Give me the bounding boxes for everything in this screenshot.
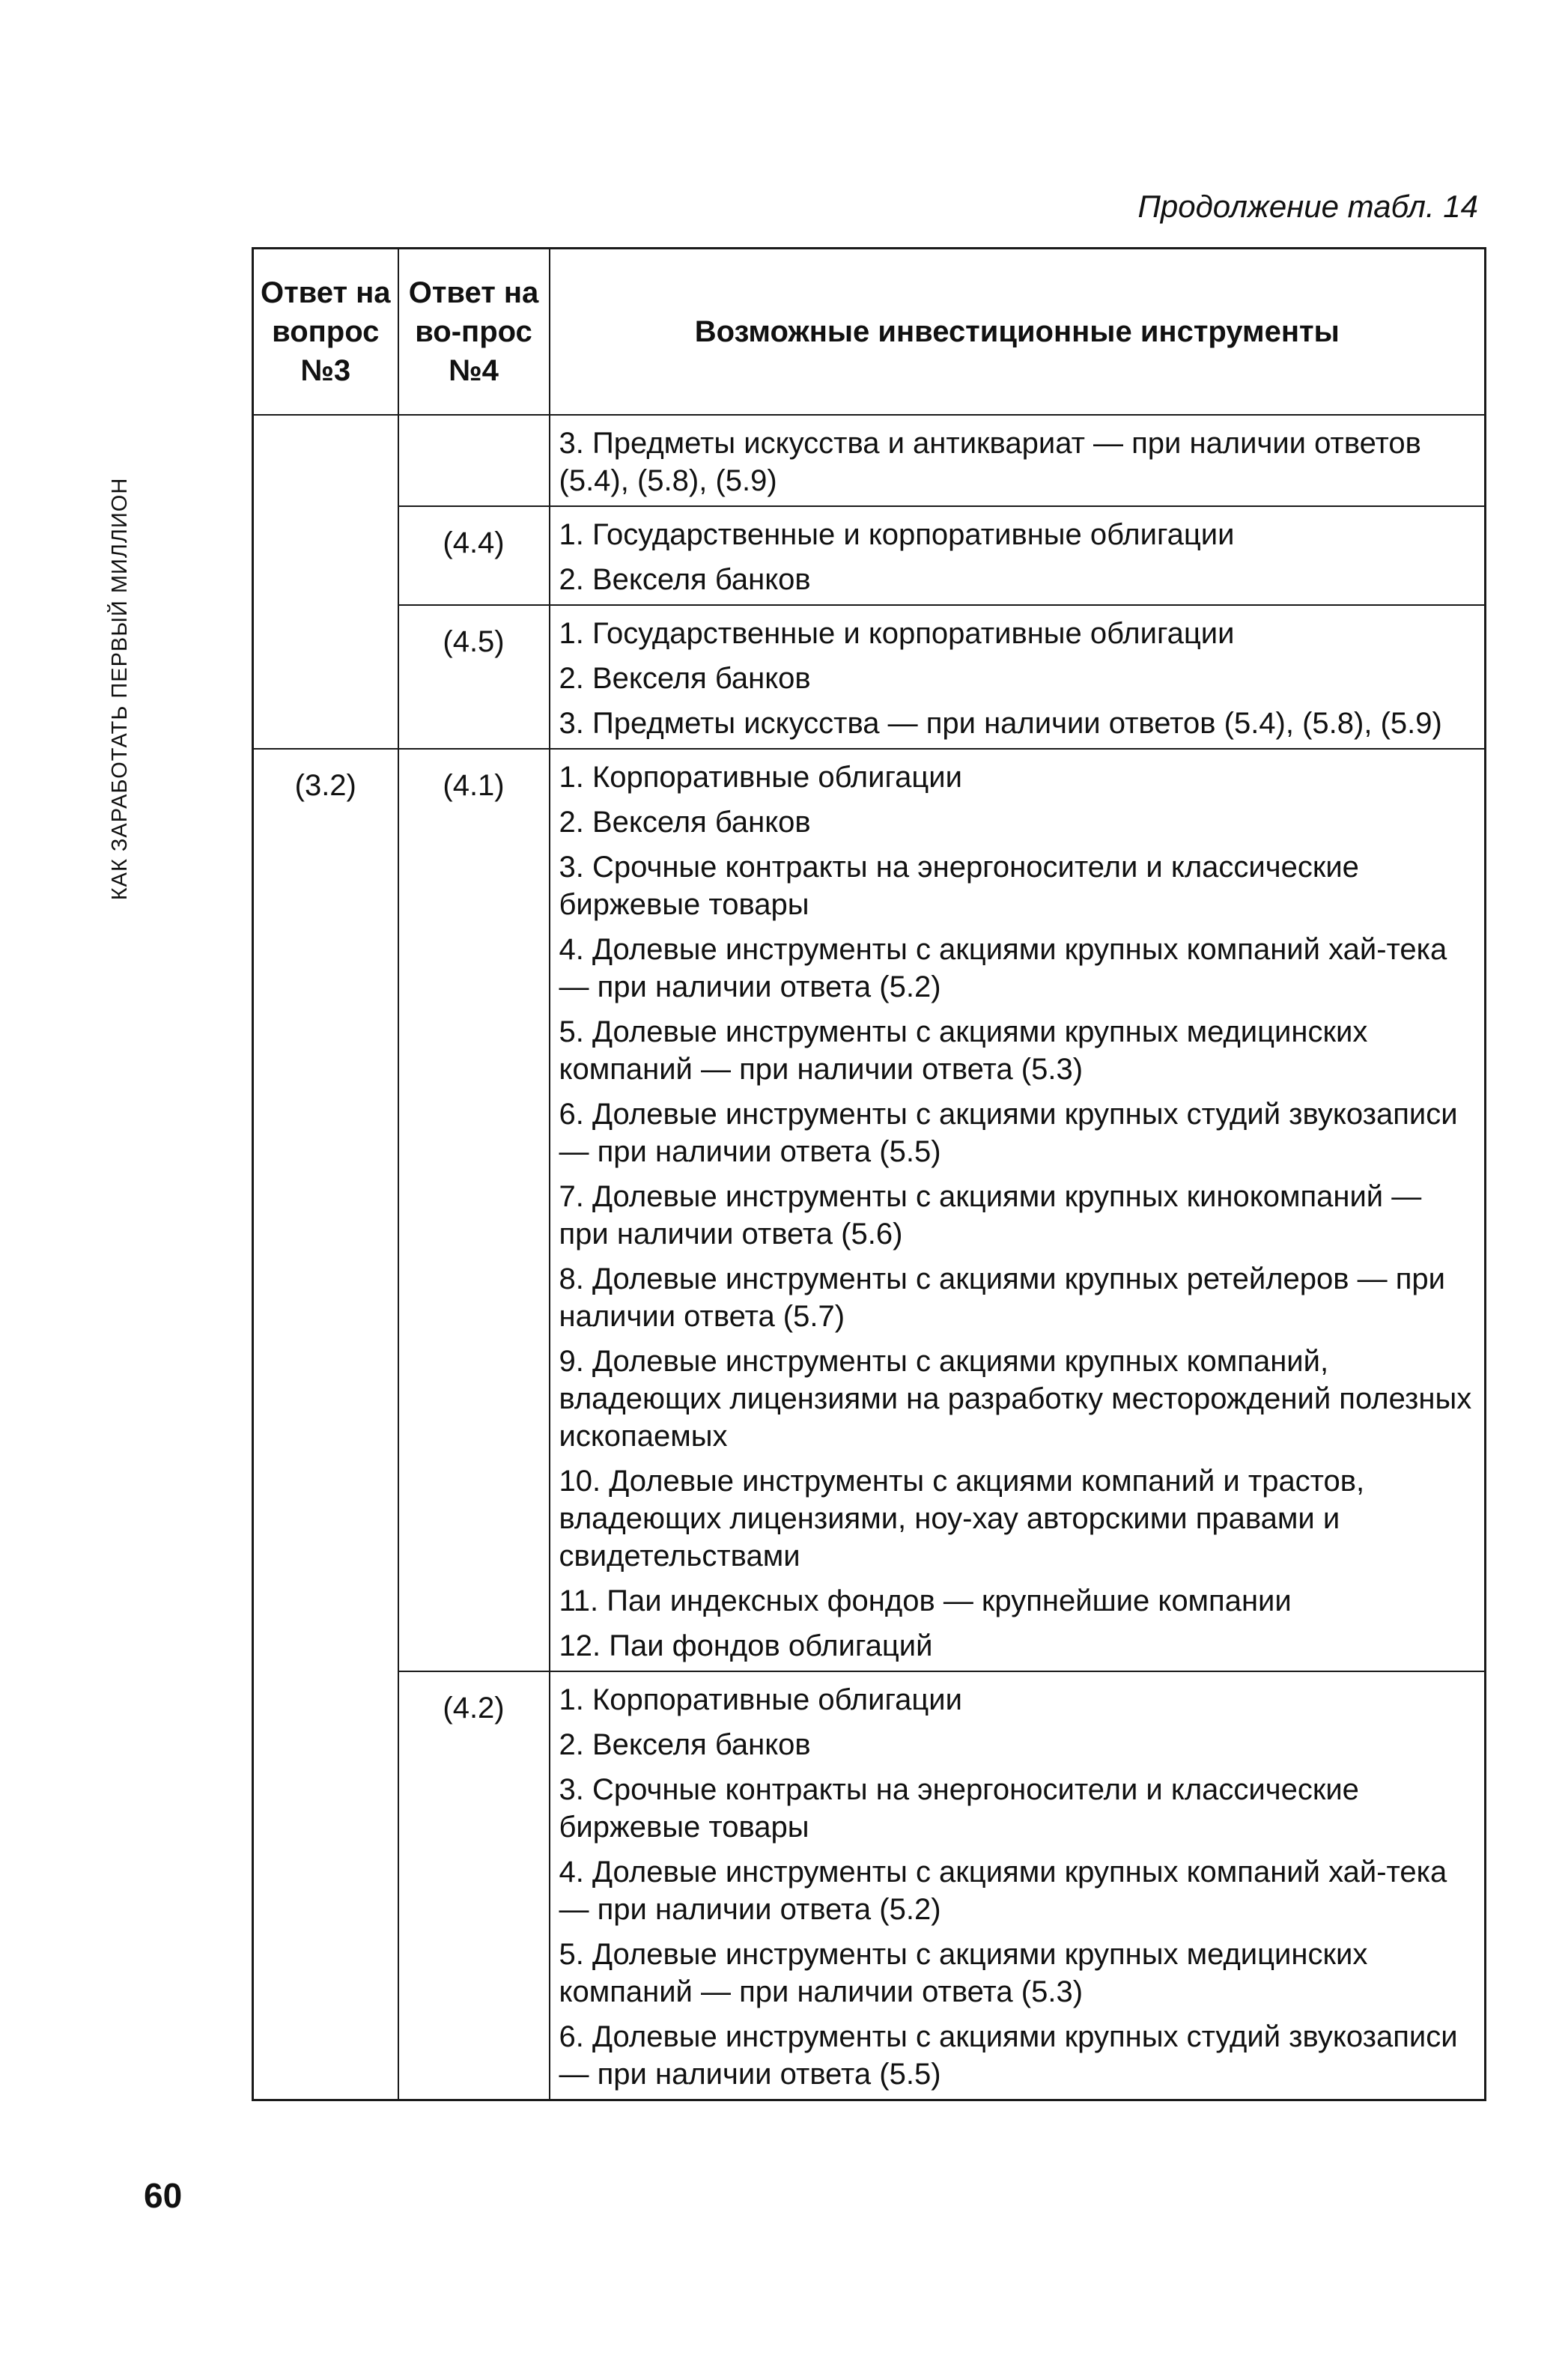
- cell-q4: [398, 415, 550, 506]
- table-row: [253, 506, 1486, 605]
- instrument-item: 1. Государственные и корпоративные облигации: [559, 617, 1235, 650]
- instrument-item: 3. Предметы искусства — при наличии ответов (5.4), (5.8), (5.9): [559, 707, 1442, 740]
- header-instruments: Возможные инвестиционные инструменты: [550, 249, 1486, 416]
- cell-q4: (4.2): [398, 1671, 550, 2100]
- investment-table: [252, 247, 1486, 2101]
- instrument-item: 3. Предметы искусства и антиквариат — при наличии ответов (5.4), (5.8), (5.9): [559, 427, 1421, 497]
- instrument-item: 10. Долевые инструменты с акциями компаний и трастов, владеющих лицензиями, ноу-хау авторскими правами и свидетельствами: [559, 1465, 1365, 1573]
- cell-q3: (3.2): [253, 749, 398, 2100]
- instrument-item: 2. Векселя банков: [559, 1728, 811, 1761]
- header-q3: Ответ на вопрос №3: [253, 249, 398, 416]
- cell-instruments: [550, 1671, 1486, 2100]
- cell-q3: [253, 415, 398, 749]
- instrument-item: 4. Долевые инструменты с акциями крупных компаний хай-тека — при наличии ответа (5.2): [559, 1856, 1447, 1926]
- cell-instruments: [550, 605, 1486, 749]
- cell-q4: (4.5): [398, 605, 550, 749]
- table-row: [253, 749, 1486, 1671]
- instrument-item: 9. Долевые инструменты с акциями крупных компаний, владеющих лицензиями на разработку месторождений полезных ископаемых: [559, 1345, 1472, 1453]
- running-header: КАК ЗАРАБОТАТЬ ПЕРВЫЙ МИЛЛИОН: [108, 477, 132, 901]
- instrument-item: 4. Долевые инструменты с акциями крупных компаний хай-тека — при наличии ответа (5.2): [559, 933, 1447, 1003]
- cell-instruments: [550, 506, 1486, 605]
- instrument-item: 6. Долевые инструменты с акциями крупных студий звукозаписи — при наличии ответа (5.5): [559, 2020, 1458, 2091]
- table-row: [253, 415, 1486, 506]
- instrument-item: 5. Долевые инструменты с акциями крупных медицинских компаний — при наличии ответа (5.3): [559, 1938, 1368, 2008]
- instrument-item: 8. Долевые инструменты с акциями крупных ретейлеров — при наличии ответа (5.7): [559, 1262, 1446, 1333]
- instrument-item: 2. Векселя банков: [559, 806, 811, 839]
- cell-instruments: [550, 749, 1486, 1671]
- instrument-item: 3. Срочные контракты на энергоносители и классические биржевые товары: [559, 851, 1359, 921]
- instrument-item: 2. Векселя банков: [559, 662, 811, 695]
- instrument-item: 11. Паи индексных фондов — крупнейшие компании: [559, 1584, 1292, 1617]
- cell-q4: (4.1): [398, 749, 550, 1671]
- instrument-item: 5. Долевые инструменты с акциями крупных медицинских компаний — при наличии ответа (5.3): [559, 1015, 1368, 1086]
- cell-q4: (4.4): [398, 506, 550, 605]
- instrument-item: 1. Корпоративные облигации: [559, 1683, 962, 1716]
- instrument-item: 7. Долевые инструменты с акциями крупных кинокомпаний — при наличии ответа (5.6): [559, 1180, 1422, 1251]
- header-q4: Ответ на во-прос №4: [398, 249, 550, 416]
- table-header-row: [253, 249, 1486, 416]
- cell-instruments: [550, 415, 1486, 506]
- instrument-item: 12. Паи фондов облигаций: [559, 1629, 933, 1662]
- instrument-item: 1. Корпоративные облигации: [559, 761, 962, 794]
- instrument-item: 2. Векселя банков: [559, 563, 811, 596]
- page-number: 60: [144, 2176, 183, 2215]
- instrument-item: 3. Срочные контракты на энергоносители и классические биржевые товары: [559, 1773, 1359, 1844]
- table-row: [253, 605, 1486, 749]
- table-caption: Продолжение табл. 14: [1137, 189, 1478, 224]
- instrument-item: 1. Государственные и корпоративные облигации: [559, 518, 1235, 551]
- table-row: [253, 1671, 1486, 2100]
- instrument-item: 6. Долевые инструменты с акциями крупных студий звукозаписи — при наличии ответа (5.5): [559, 1098, 1458, 1168]
